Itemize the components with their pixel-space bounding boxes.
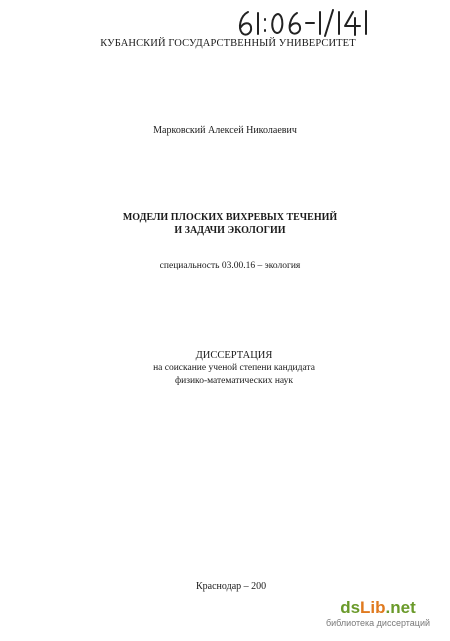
logo-part-net: .net (385, 598, 416, 617)
thesis-title-line-1: МОДЕЛИ ПЛОСКИХ ВИХРЕВЫХ ТЕЧЕНИЙ (122, 212, 338, 223)
handwritten-number-image (234, 6, 374, 40)
specialty-line: специальность 03.00.16 – экология (159, 261, 301, 271)
author-name: Марковский Алексей Николаевич (153, 125, 297, 136)
logo-part-ds: ds (340, 598, 361, 617)
thesis-title-line-2: И ЗАДАЧИ ЭКОЛОГИИ (174, 225, 286, 236)
watermark-subtitle: библиотека диссертаций (325, 618, 430, 628)
logo-part-lib: Lib (360, 598, 386, 617)
watermark-logo (314, 598, 442, 617)
university-name: КУБАНСКИЙ ГОСУДАРСТВЕННЫЙ УНИВЕРСИТЕТ (100, 38, 356, 49)
dslib-watermark[interactable] (314, 596, 442, 636)
degree-line-2: физико-математических наук (174, 376, 294, 386)
city-year: Краснодар – 200 (196, 581, 267, 592)
degree-line-1: на соискание ученой степени кандидата (153, 363, 315, 373)
document-type: ДИССЕРТАЦИЯ (195, 350, 273, 361)
handwritten-archive-number (234, 6, 374, 40)
